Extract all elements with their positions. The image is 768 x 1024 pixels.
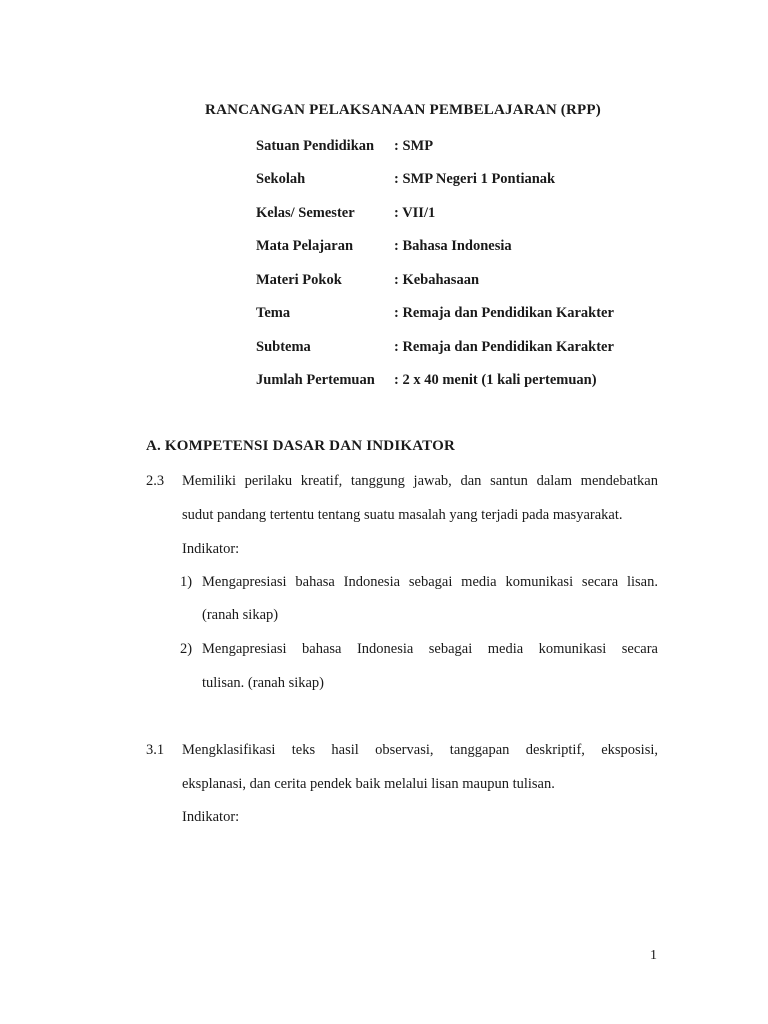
identity-label: Mata Pelajaran	[256, 238, 354, 254]
indikator-label: Indikator:	[182, 541, 240, 557]
identity-value: : SMP Negeri 1 Pontianak	[394, 171, 556, 187]
indicator-text-line: tulisan. (ranah sikap)	[202, 675, 325, 691]
indikator-label: Indikator:	[182, 809, 240, 825]
section-heading: A. KOMPETENSI DASAR DAN INDIKATOR	[146, 438, 455, 454]
page-number: 1	[650, 948, 657, 963]
identity-label: Materi Pokok	[256, 272, 342, 288]
identity-value: : Bahasa Indonesia	[394, 238, 512, 254]
kd-text-line: eksplanasi, dan cerita pendek baik melalui lisan maupun tulisan.	[182, 776, 555, 792]
identity-value: : 2 x 40 menit (1 kali pertemuan)	[394, 372, 597, 388]
identity-label: Satuan Pendidikan	[256, 138, 375, 154]
identity-value: : SMP	[394, 138, 434, 154]
identity-label: Tema	[256, 305, 291, 321]
identity-value: : Remaja dan Pendidikan Karakter	[394, 339, 614, 355]
identity-label: Kelas/ Semester	[256, 205, 355, 221]
kd-number: 3.1	[146, 742, 165, 758]
identity-label: Sekolah	[256, 171, 306, 187]
identity-value: : Kebahasaan	[394, 272, 480, 288]
kd-text-line: Memiliki perilaku kreatif, tanggung jawab, dan santun dalam mendebatkan	[182, 473, 658, 489]
kd-text-line: Mengklasifikasi teks hasil observasi, tanggapan deskriptif, eksposisi,	[182, 742, 658, 758]
identity-label: Jumlah Pertemuan	[256, 372, 375, 388]
indicator-text-line: (ranah sikap)	[202, 607, 279, 623]
identity-value: : VII/1	[394, 205, 436, 221]
kd-number: 2.3	[146, 473, 165, 489]
indicator-text-line: Mengapresiasi bahasa Indonesia sebagai media komunikasi secara	[202, 641, 658, 657]
indicator-text-line: Mengapresiasi bahasa Indonesia sebagai media komunikasi secara lisan.	[202, 574, 658, 590]
indicator-number: 2)	[180, 641, 193, 657]
document-title: RANCANGAN PELAKSANAAN PEMBELAJARAN (RPP)	[205, 102, 601, 118]
kd-text-line: sudut pandang tertentu tentang suatu masalah yang terjadi pada masyarakat.	[182, 507, 623, 523]
indicator-number: 1)	[180, 574, 193, 590]
identity-value: : Remaja dan Pendidikan Karakter	[394, 305, 614, 321]
identity-label: Subtema	[256, 339, 311, 355]
